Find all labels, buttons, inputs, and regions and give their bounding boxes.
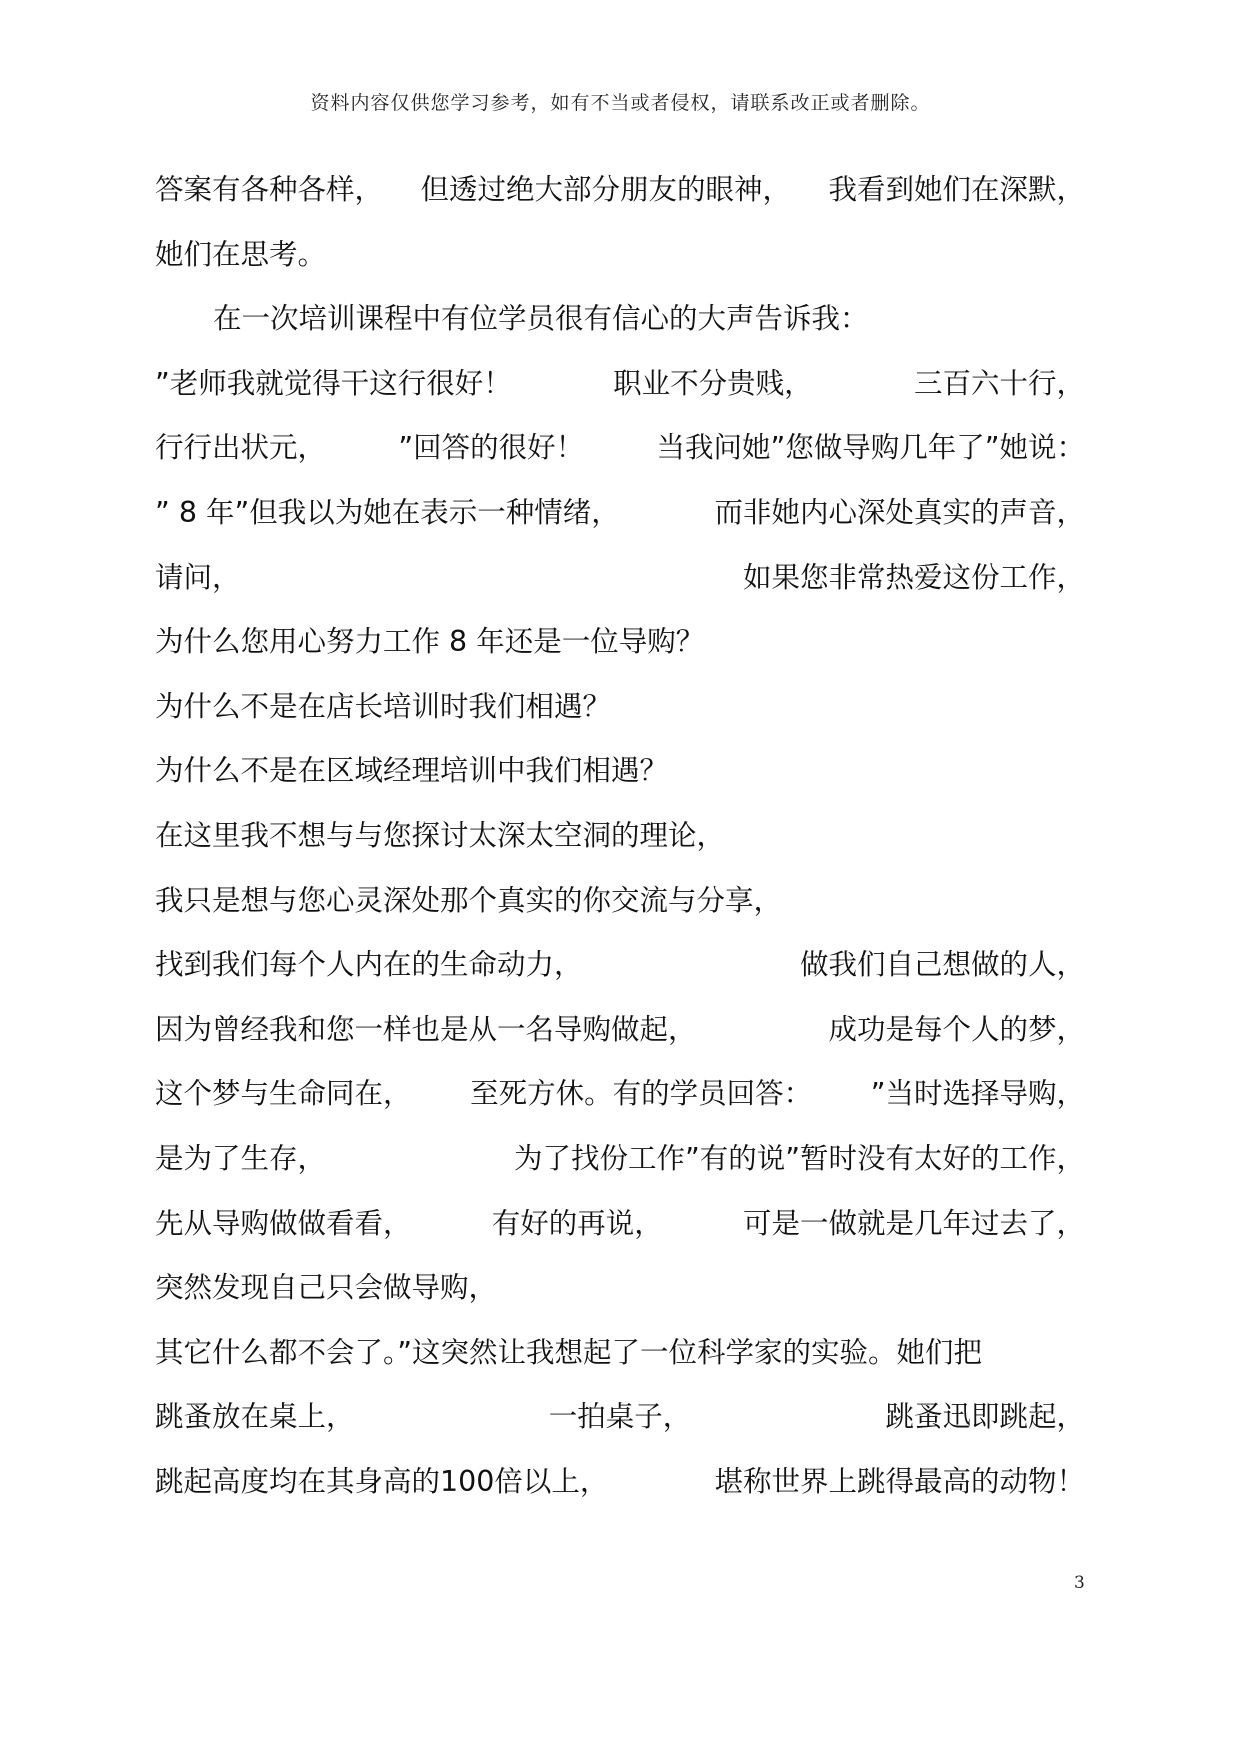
text-line bbox=[155, 481, 1085, 546]
text-line bbox=[155, 998, 1085, 1063]
page-number: 3 bbox=[1074, 1573, 1085, 1593]
text-line bbox=[155, 1385, 1085, 1450]
text-segment: 一拍桌子， bbox=[548, 1400, 692, 1434]
text-line bbox=[155, 1321, 1085, 1386]
text-segment: 因为曾经我和您一样也是从一名导购做起， bbox=[155, 1012, 697, 1046]
text-segment: 堪称世界上跳得最高的动物！ bbox=[714, 1464, 1085, 1498]
paragraph-start-line bbox=[155, 287, 1085, 352]
text-segment: 为什么不是在店长培训时我们相遇？ bbox=[155, 689, 612, 723]
text-line bbox=[155, 223, 1085, 288]
text-segment: 但透过绝大部分朋友的眼神， bbox=[420, 173, 791, 206]
text-line bbox=[155, 869, 1085, 934]
text-segment: ” 8 年”但我以为她在表示一种情绪， bbox=[155, 495, 620, 529]
text-line bbox=[155, 1192, 1085, 1257]
text-segment: 跳起高度均在其身高的100倍以上， bbox=[155, 1464, 609, 1498]
text-segment: 职业不分贵贱， bbox=[613, 366, 813, 400]
text-segment: 这个梦与生命同在， bbox=[155, 1077, 412, 1111]
text-segment: 做我们自己想做的人， bbox=[799, 948, 1085, 982]
text-segment: 而非她内心深处真实的声音， bbox=[714, 495, 1085, 529]
text-segment: 为了找份工作”有的说”暂时没有太好的工作， bbox=[513, 1141, 1085, 1175]
text-line bbox=[155, 933, 1085, 998]
text-line bbox=[155, 804, 1085, 869]
text-line bbox=[155, 158, 1085, 223]
text-segment: 有好的再说， bbox=[491, 1206, 663, 1240]
text-segment: 我只是想与您心灵深处那个真实的你交流与分享， bbox=[155, 883, 783, 917]
text-segment: 可是一做就是几年过去了， bbox=[742, 1206, 1085, 1240]
text-line bbox=[155, 739, 1085, 804]
text-segment: 跳蚤放在桌上， bbox=[155, 1400, 355, 1434]
text-line bbox=[155, 352, 1085, 417]
text-segment: 找到我们每个人内在的生命动力， bbox=[155, 948, 583, 982]
text-segment: ”老师我就觉得干这行很好！ bbox=[155, 366, 512, 400]
body-text bbox=[155, 158, 1085, 1514]
text-segment: 在这里我不想与与您探讨太深太空洞的理论， bbox=[155, 818, 726, 852]
text-segment: 突然发现自己只会做导购， bbox=[155, 1271, 498, 1305]
text-line bbox=[155, 546, 1085, 611]
text-segment: 先从导购做做看看， bbox=[155, 1206, 412, 1240]
text-line bbox=[155, 675, 1085, 740]
text-segment: 行行出状元， bbox=[155, 431, 327, 465]
text-segment: 是为了生存， bbox=[155, 1141, 327, 1175]
text-segment: 她们在思考。 bbox=[155, 237, 327, 271]
text-segment: 其它什么都不会了。”这突然让我想起了一位科学家的实验。她们把 bbox=[155, 1335, 983, 1369]
text-segment: 当我问她”您做导购几年了”她说： bbox=[656, 431, 1085, 465]
text-segment: 为什么您用心努力工作 8 年还是一位导购？ bbox=[155, 625, 705, 659]
text-segment: 成功是每个人的梦， bbox=[828, 1012, 1085, 1046]
text-line bbox=[155, 1256, 1085, 1321]
text-segment: 请问， bbox=[155, 560, 241, 594]
text-line bbox=[155, 1450, 1085, 1515]
text-line bbox=[155, 610, 1085, 675]
text-segment: 答案有各种各样， bbox=[155, 173, 384, 206]
text-segment: 为什么不是在区域经理培训中我们相遇？ bbox=[155, 754, 669, 788]
text-line bbox=[155, 1062, 1085, 1127]
text-segment: 在一次培训课程中有位学员很有信心的大声告诉我： bbox=[213, 302, 869, 336]
text-line bbox=[155, 416, 1085, 481]
text-segment: 至死方休。有的学员回答： bbox=[470, 1077, 813, 1111]
text-segment: 我看到她们在深默， bbox=[828, 173, 1085, 206]
text-line bbox=[155, 1127, 1085, 1192]
header-disclaimer: 资料内容仅供您学习参考，如有不当或者侵权，请联系改正或者删除。 bbox=[310, 92, 931, 114]
text-segment: ”当时选择导购， bbox=[870, 1077, 1085, 1111]
text-segment: 跳蚤迅即跳起， bbox=[885, 1400, 1085, 1434]
text-segment: ”回答的很好！ bbox=[398, 431, 585, 465]
text-segment: 三百六十行， bbox=[913, 366, 1085, 400]
text-segment: 如果您非常热爱这份工作， bbox=[742, 560, 1085, 594]
